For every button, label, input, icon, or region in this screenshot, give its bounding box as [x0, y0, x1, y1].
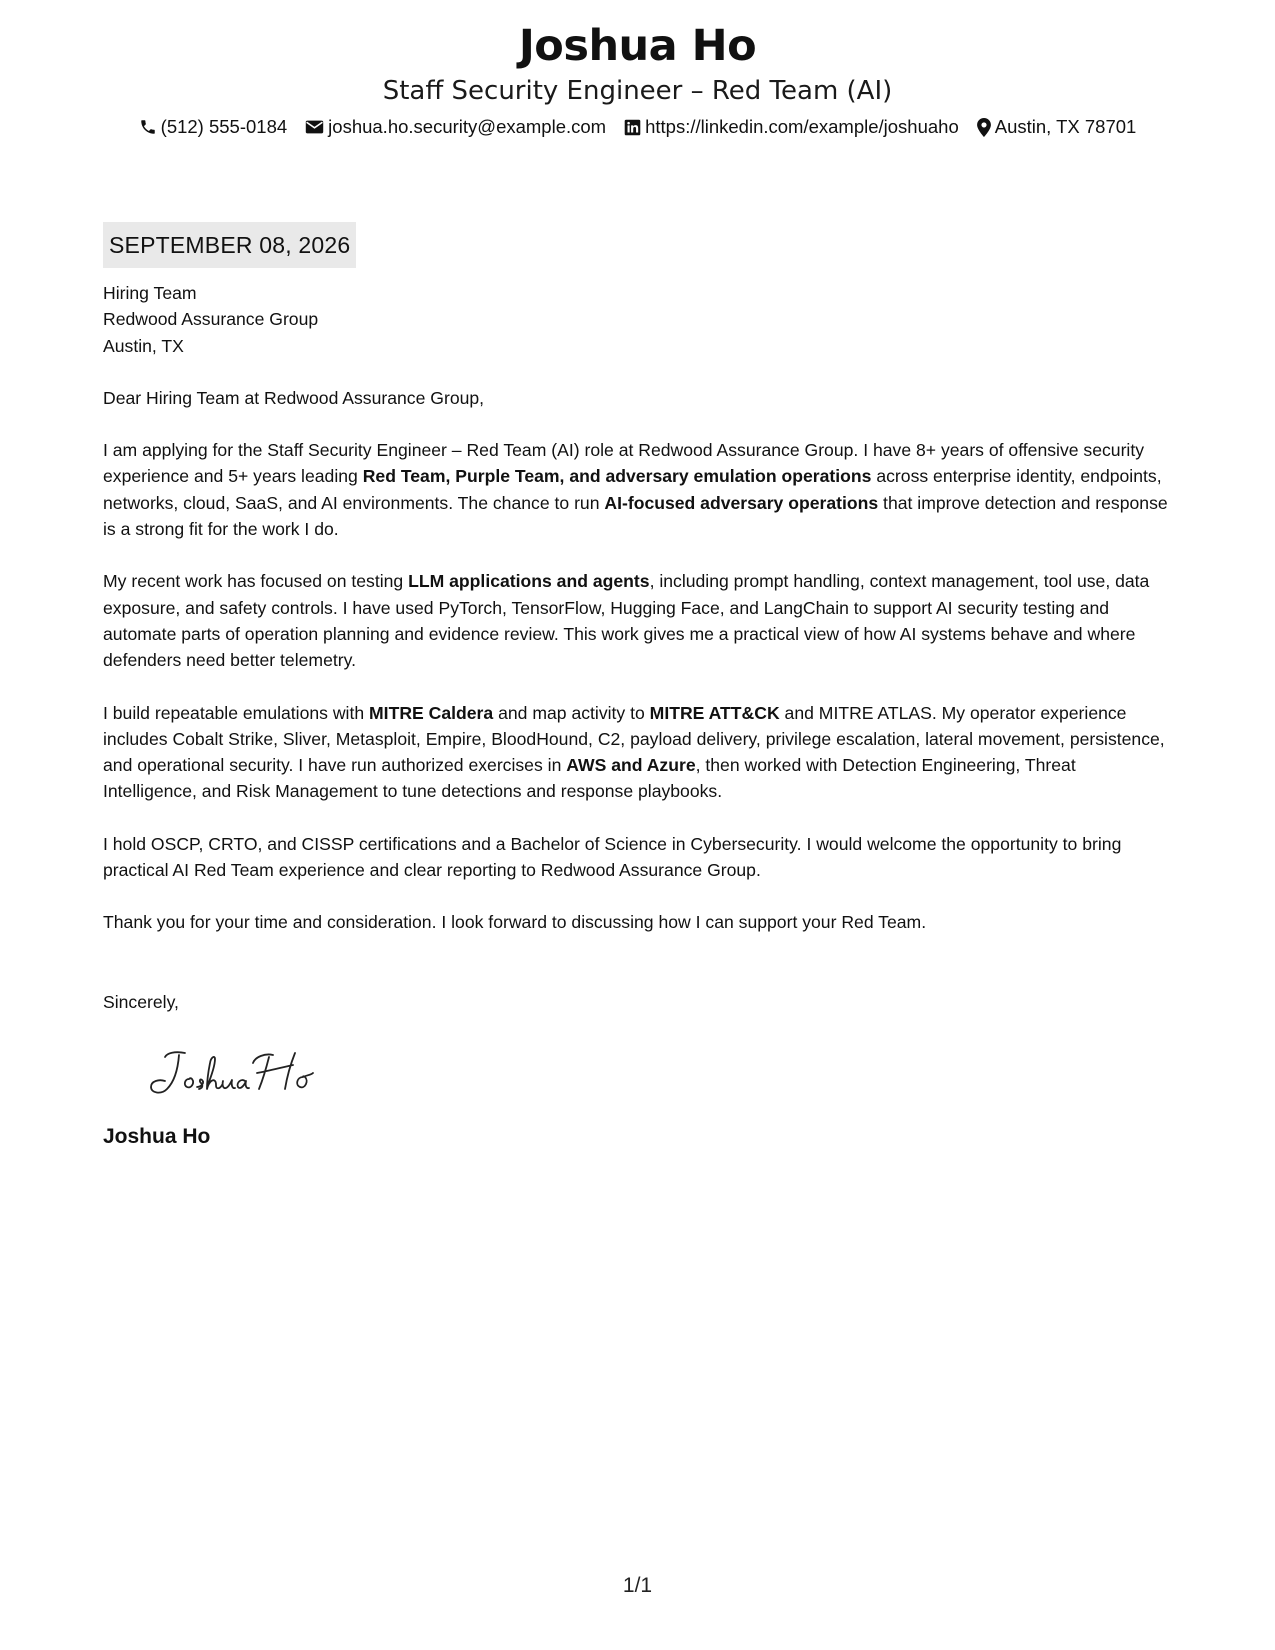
bold-run: MITRE ATT&CK — [649, 702, 780, 723]
text-run: , then worked with Detection Engineering, Threat Intelligence, and Risk Management to tune detections and response playbooks. — [103, 755, 1076, 802]
phone-number: (512) 555-0184 — [160, 116, 288, 137]
contact-linkedin[interactable] — [624, 114, 959, 140]
handwritten-signature — [145, 1043, 1173, 1103]
letter-header — [0, 18, 1275, 140]
text-run: I build repeatable emulations with — [103, 702, 370, 723]
contact-bar — [0, 114, 1275, 140]
contact-phone — [139, 114, 288, 140]
text-run: that improve detection and response is a strong fit for the work I do. — [103, 492, 1168, 540]
paragraph-3 — [103, 700, 1173, 805]
recipient-line: Redwood Assurance Group — [103, 309, 319, 330]
letter-date: SEPTEMBER 08, 2026 — [103, 222, 356, 268]
recipient-block — [103, 280, 1173, 359]
linkedin-url[interactable]: https://linkedin.com/example/joshuaho — [645, 116, 959, 137]
envelope-icon — [305, 119, 324, 135]
bold-run: LLM applications and agents — [408, 571, 650, 592]
applicant-name: Joshua Ho — [518, 21, 757, 71]
text-run: My recent work has focused on testing — [103, 571, 409, 592]
page-number: 1/1 — [622, 1574, 653, 1597]
bold-run: Red Team, Purple Team, and adversary emulation operations — [362, 466, 872, 487]
linkedin-icon — [624, 119, 641, 136]
email-address[interactable]: joshua.ho.security@example.com — [328, 116, 607, 137]
paragraph-1 — [103, 437, 1173, 542]
text-run: and map activity to — [493, 702, 650, 723]
text-run: and MITRE ATLAS. My operator experience includes Cobalt Strike, Sliver, Metasploit, Empire, BloodHound, C2, payload delivery, privilege escalation, lateral movement, persistence, and operational security. I have run authorized exercises in — [103, 702, 1165, 776]
applicant-title: Staff Security Engineer – Red Team (AI) — [382, 76, 893, 106]
letter-body — [103, 222, 1173, 1151]
location-text: Austin, TX 78701 — [994, 116, 1137, 137]
text-run: I am applying for the Staff Security Engineer – Red Team (AI) role at Redwood Assurance Group. I have 8+ years of offensive security experience and 5+ years leading — [103, 440, 1145, 487]
paragraph-4: I hold OSCP, CRTO, and CISSP certifications and a Bachelor of Science in Cybersecurity. I would welcome the opportunity to bring practical AI Red Team experience and clear reporting to Redwood Assurance Group. — [103, 833, 1122, 881]
contact-email[interactable] — [305, 114, 606, 140]
salutation: Dear Hiring Team at Redwood Assurance Group, — [103, 387, 485, 408]
text-run: , including prompt handling, context management, tool use, data exposure, and safety controls. I have used PyTorch, TensorFlow, Hugging Face, and LangChain to support AI security testing and automate parts of operation planning and evidence review. This work gives me a practical view of how AI systems behave and where defenders need better telemetry. — [103, 571, 1150, 671]
bold-run: AWS and Azure — [566, 755, 696, 776]
recipient-line: Austin, TX — [103, 335, 184, 356]
bold-run: AI-focused adversary operations — [604, 492, 879, 513]
map-pin-icon — [977, 118, 991, 137]
bold-run: MITRE Caldera — [369, 702, 494, 723]
signer-name: Joshua Ho — [103, 1124, 211, 1148]
contact-location — [977, 114, 1137, 140]
paragraph-2 — [103, 568, 1173, 673]
text-run: across enterprise identity, endpoints, networks, cloud, SaaS, and AI environments. The chance to run — [103, 466, 1162, 513]
recipient-line: Hiring Team — [103, 283, 197, 303]
paragraph-5: Thank you for your time and consideration. I look forward to discussing how I can support your Red Team. — [103, 912, 927, 933]
closing: Sincerely, — [103, 991, 179, 1012]
phone-icon — [139, 118, 157, 136]
